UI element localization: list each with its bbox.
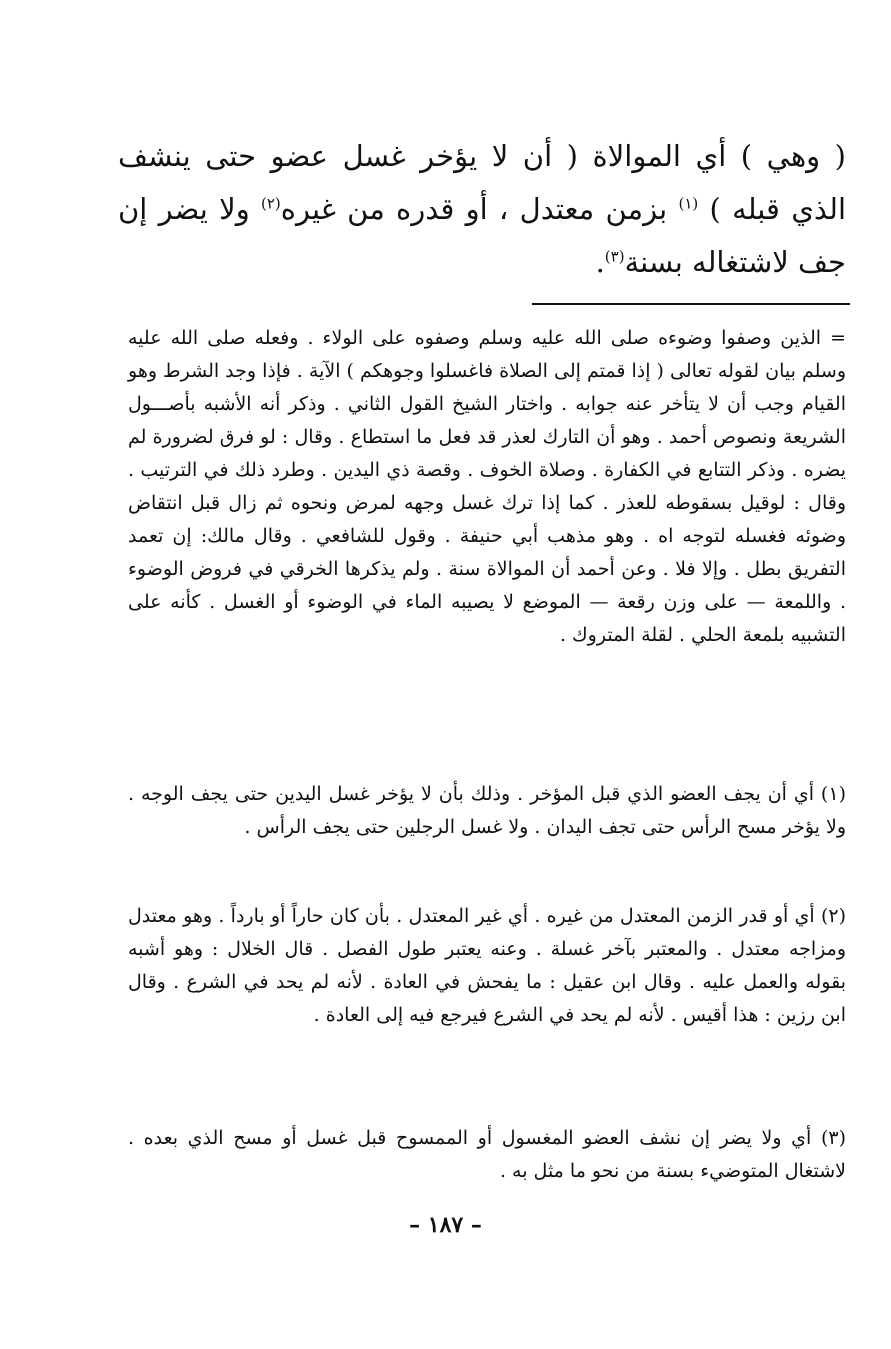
footnote-2-text: (٢) أي أو قدر الزمن المعتدل من غيره . أي غير المعتدل . بأن كان حاراً أو بارداً . وهو معتدل ومزاجه معتدل . والمعتبر بآخر غسلة . وعنه يعتبر طول الفصل . قال الخلال : وهو أشبه بقوله والعمل عليه . وقال ابن عقيل : ما يفحش في العادة . لأنه لم يحد في الشرع . وقال ابن رزين : هذا أقيس . لأنه لم يحد في الشرع فيرجع فيه إلى العادة . bbox=[128, 905, 846, 1026]
main-text-part-3: ولا يضر إن جف لاشتغاله بسنة bbox=[118, 192, 846, 279]
footnote-continuation-text: = الذين وصفوا وضوءه صلى الله عليه وسلم وصفوه على الولاء . وفعله صلى الله عليه وسلم بيان لقوله تعالى ( إذا قمتم إلى الصلاة فاغسلوا وجوهكم ) الآية . فإذا وجد الشرط وهو القيام وجب أن لا يتأخر عنه جوابه . واختار الشيخ القول الثاني . وذكر أنه الأشبه بأصـــول الشريعة ونصوص أحمد . وهو أن التارك لعذر قد فعل ما استطاع . وقال : لو فرق لضرورة لم يضره . وذكر التتابع في الكفارة . وصلاة الخوف . وقصة ذي اليدين . وطرد ذلك في الترتيب . وقال : لوقيل بسقوطه للعذر . كما إذا ترك غسل وجهه لمرض ونحوه ثم زال قبل انتقاض وضوئه فغسله لتوجه اه . وهو مذهب أبي حنيفة . وقول للشافعي . وقال مالك: إن تعمد التفريق بطل . وإلا فلا . وعن أحمد أن الموالاة سنة . ولم يذكرها الخرقي في فروض الوضوء . واللمعة — على وزن رقعة — الموضع لا يصيبه الماء في الوضوء أو الغسل . كأنه على التشبيه بلمعة الحلي . لقلة المتروك . bbox=[128, 327, 846, 646]
main-text-part-2: بزمن معتدل ، أو قدره من غيره bbox=[280, 192, 679, 226]
main-text-end: . bbox=[595, 245, 605, 279]
page-number: – ١٨٧ – bbox=[409, 1212, 482, 1238]
footnote-1 bbox=[128, 778, 846, 844]
footnote-3 bbox=[128, 1122, 846, 1188]
main-text-part-1: ( وهي ) أي الموالاة ( أن لا يؤخر غسل عضو حتى ينشف الذي قبله ) bbox=[118, 139, 847, 226]
main-text-block bbox=[118, 130, 846, 289]
footnote-2 bbox=[128, 900, 846, 1032]
footnote-marker-2: (٢) bbox=[260, 194, 281, 213]
footnote-1-text: (١) أي أن يجف العضو الذي قبل المؤخر . وذلك بأن لا يؤخر غسل اليدين حتى يجف الوجه . ولا يؤخر مسح الرأس حتى تجف اليدان . ولا غسل الرجلين حتى يجف الرأس . bbox=[128, 783, 846, 838]
footnote-continuation bbox=[128, 322, 846, 652]
main-paragraph bbox=[118, 130, 846, 289]
footnote-marker-3: (٣) bbox=[604, 247, 625, 266]
footnote-3-text: (٣) أي ولا يضر إن نشف العضو المغسول أو الممسوح قبل غسل أو مسح الذي بعده . لاشتغال المتوضيء بسنة من نحو ما مثل به . bbox=[128, 1127, 846, 1182]
footnote-marker-1: (١) bbox=[678, 194, 699, 213]
footnote-separator-line bbox=[532, 303, 850, 305]
